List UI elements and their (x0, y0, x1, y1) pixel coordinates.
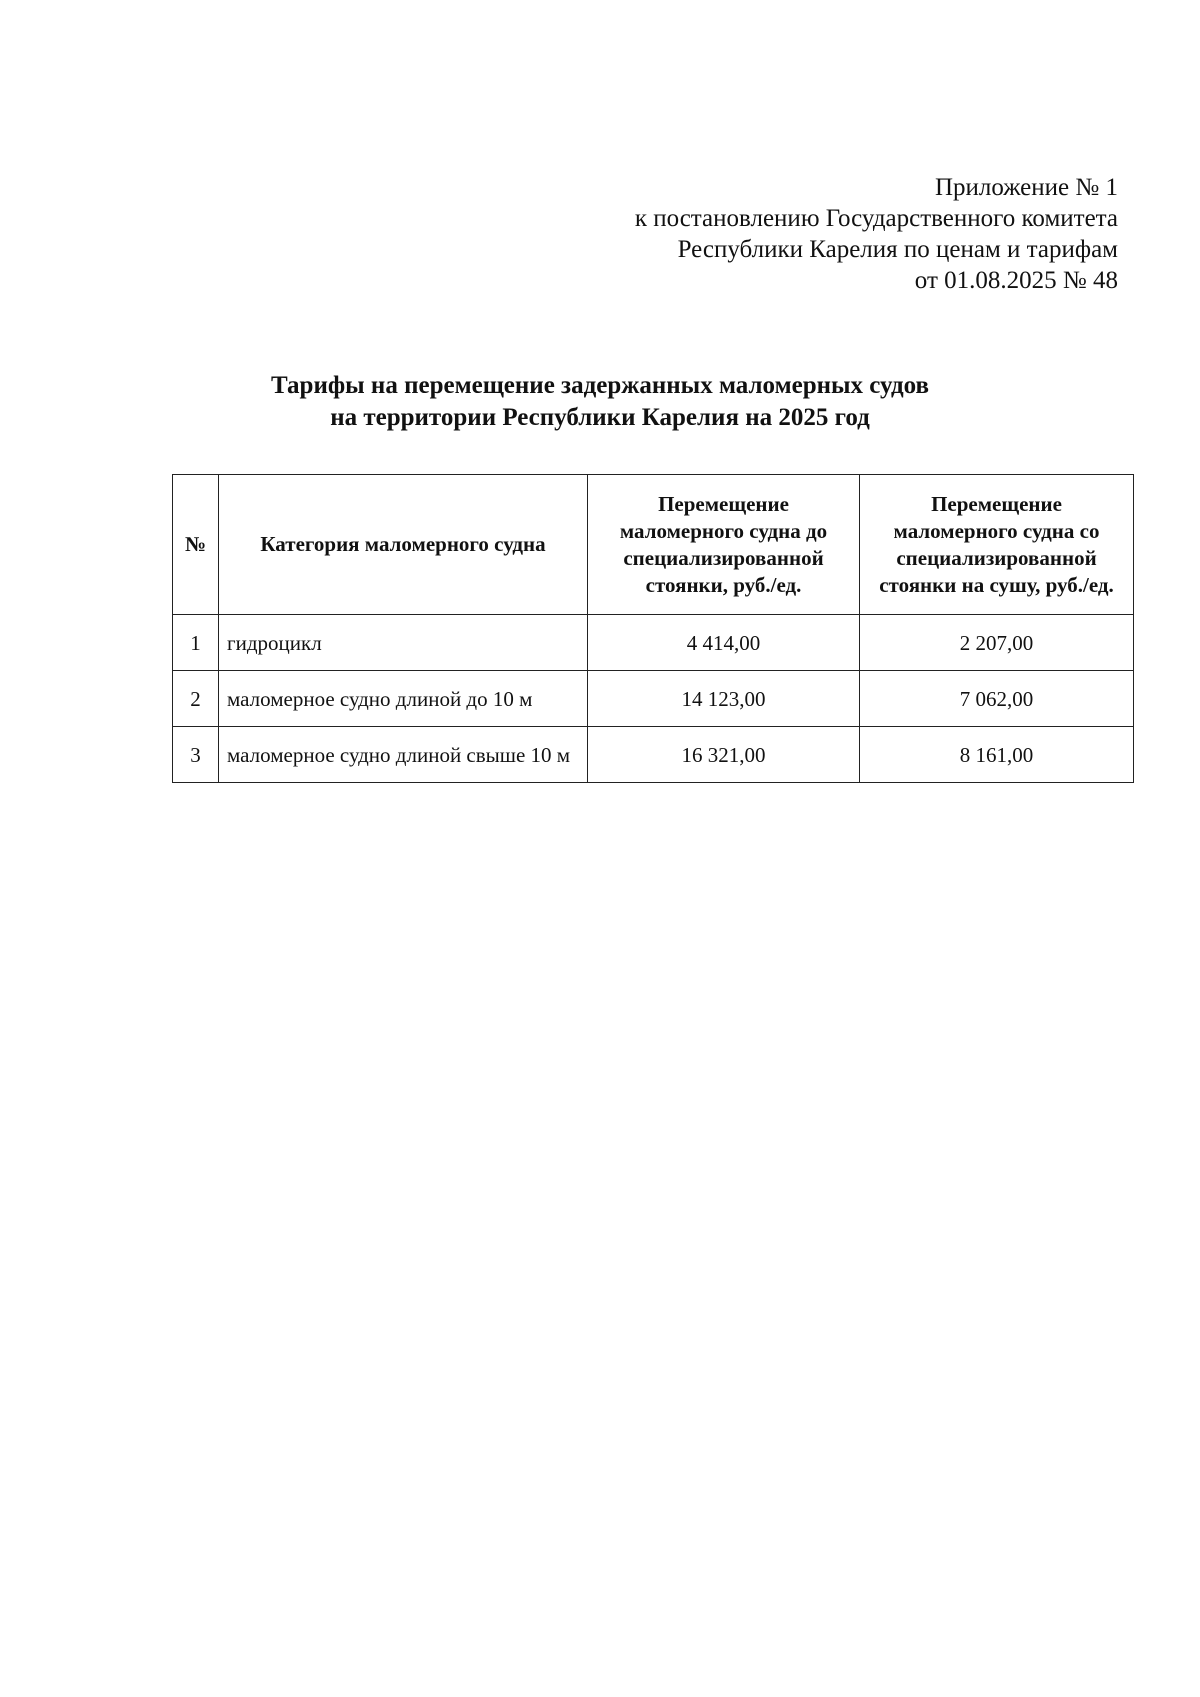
header-from-parking: Перемещение маломерного судна со специализированной стоянки на сушу, руб./ед. (860, 475, 1134, 615)
header-to-parking: Перемещение маломерного судна до специализированной стоянки, руб./ед. (588, 475, 860, 615)
row-to-parking: 4 414,00 (588, 615, 860, 671)
table-header-row (173, 475, 1134, 615)
title-line-2: на территории Республики Карелия на 2025 год (330, 404, 870, 431)
title-line-1: Тарифы на перемещение задержанных маломерных судов (270, 372, 929, 399)
row-category: маломерное судно длиной свыше 10 м (219, 727, 588, 783)
table-row (173, 727, 1134, 783)
row-from-parking: 2 207,00 (860, 615, 1134, 671)
tariffs-table (172, 474, 1134, 783)
row-category: гидроцикл (219, 615, 588, 671)
table-row (173, 671, 1134, 727)
appendix-line-committee: Республики Карелия по ценам и тарифам (677, 236, 1118, 263)
row-from-parking: 8 161,00 (860, 727, 1134, 783)
header-category: Категория маломерного судна (219, 475, 588, 615)
appendix-line-number: Приложение № 1 (934, 174, 1118, 201)
table-row (173, 615, 1134, 671)
appendix-header (635, 172, 1118, 296)
document-title (150, 370, 1050, 434)
row-number: 3 (173, 727, 219, 783)
row-to-parking: 16 321,00 (588, 727, 860, 783)
header-number: № (173, 475, 219, 615)
row-to-parking: 14 123,00 (588, 671, 860, 727)
row-number: 1 (173, 615, 219, 671)
appendix-line-resolution: к постановлению Государственного комитета (634, 205, 1118, 232)
row-category: маломерное судно длиной до 10 м (219, 671, 588, 727)
appendix-line-date: от 01.08.2025 № 48 (914, 267, 1118, 294)
row-number: 2 (173, 671, 219, 727)
row-from-parking: 7 062,00 (860, 671, 1134, 727)
